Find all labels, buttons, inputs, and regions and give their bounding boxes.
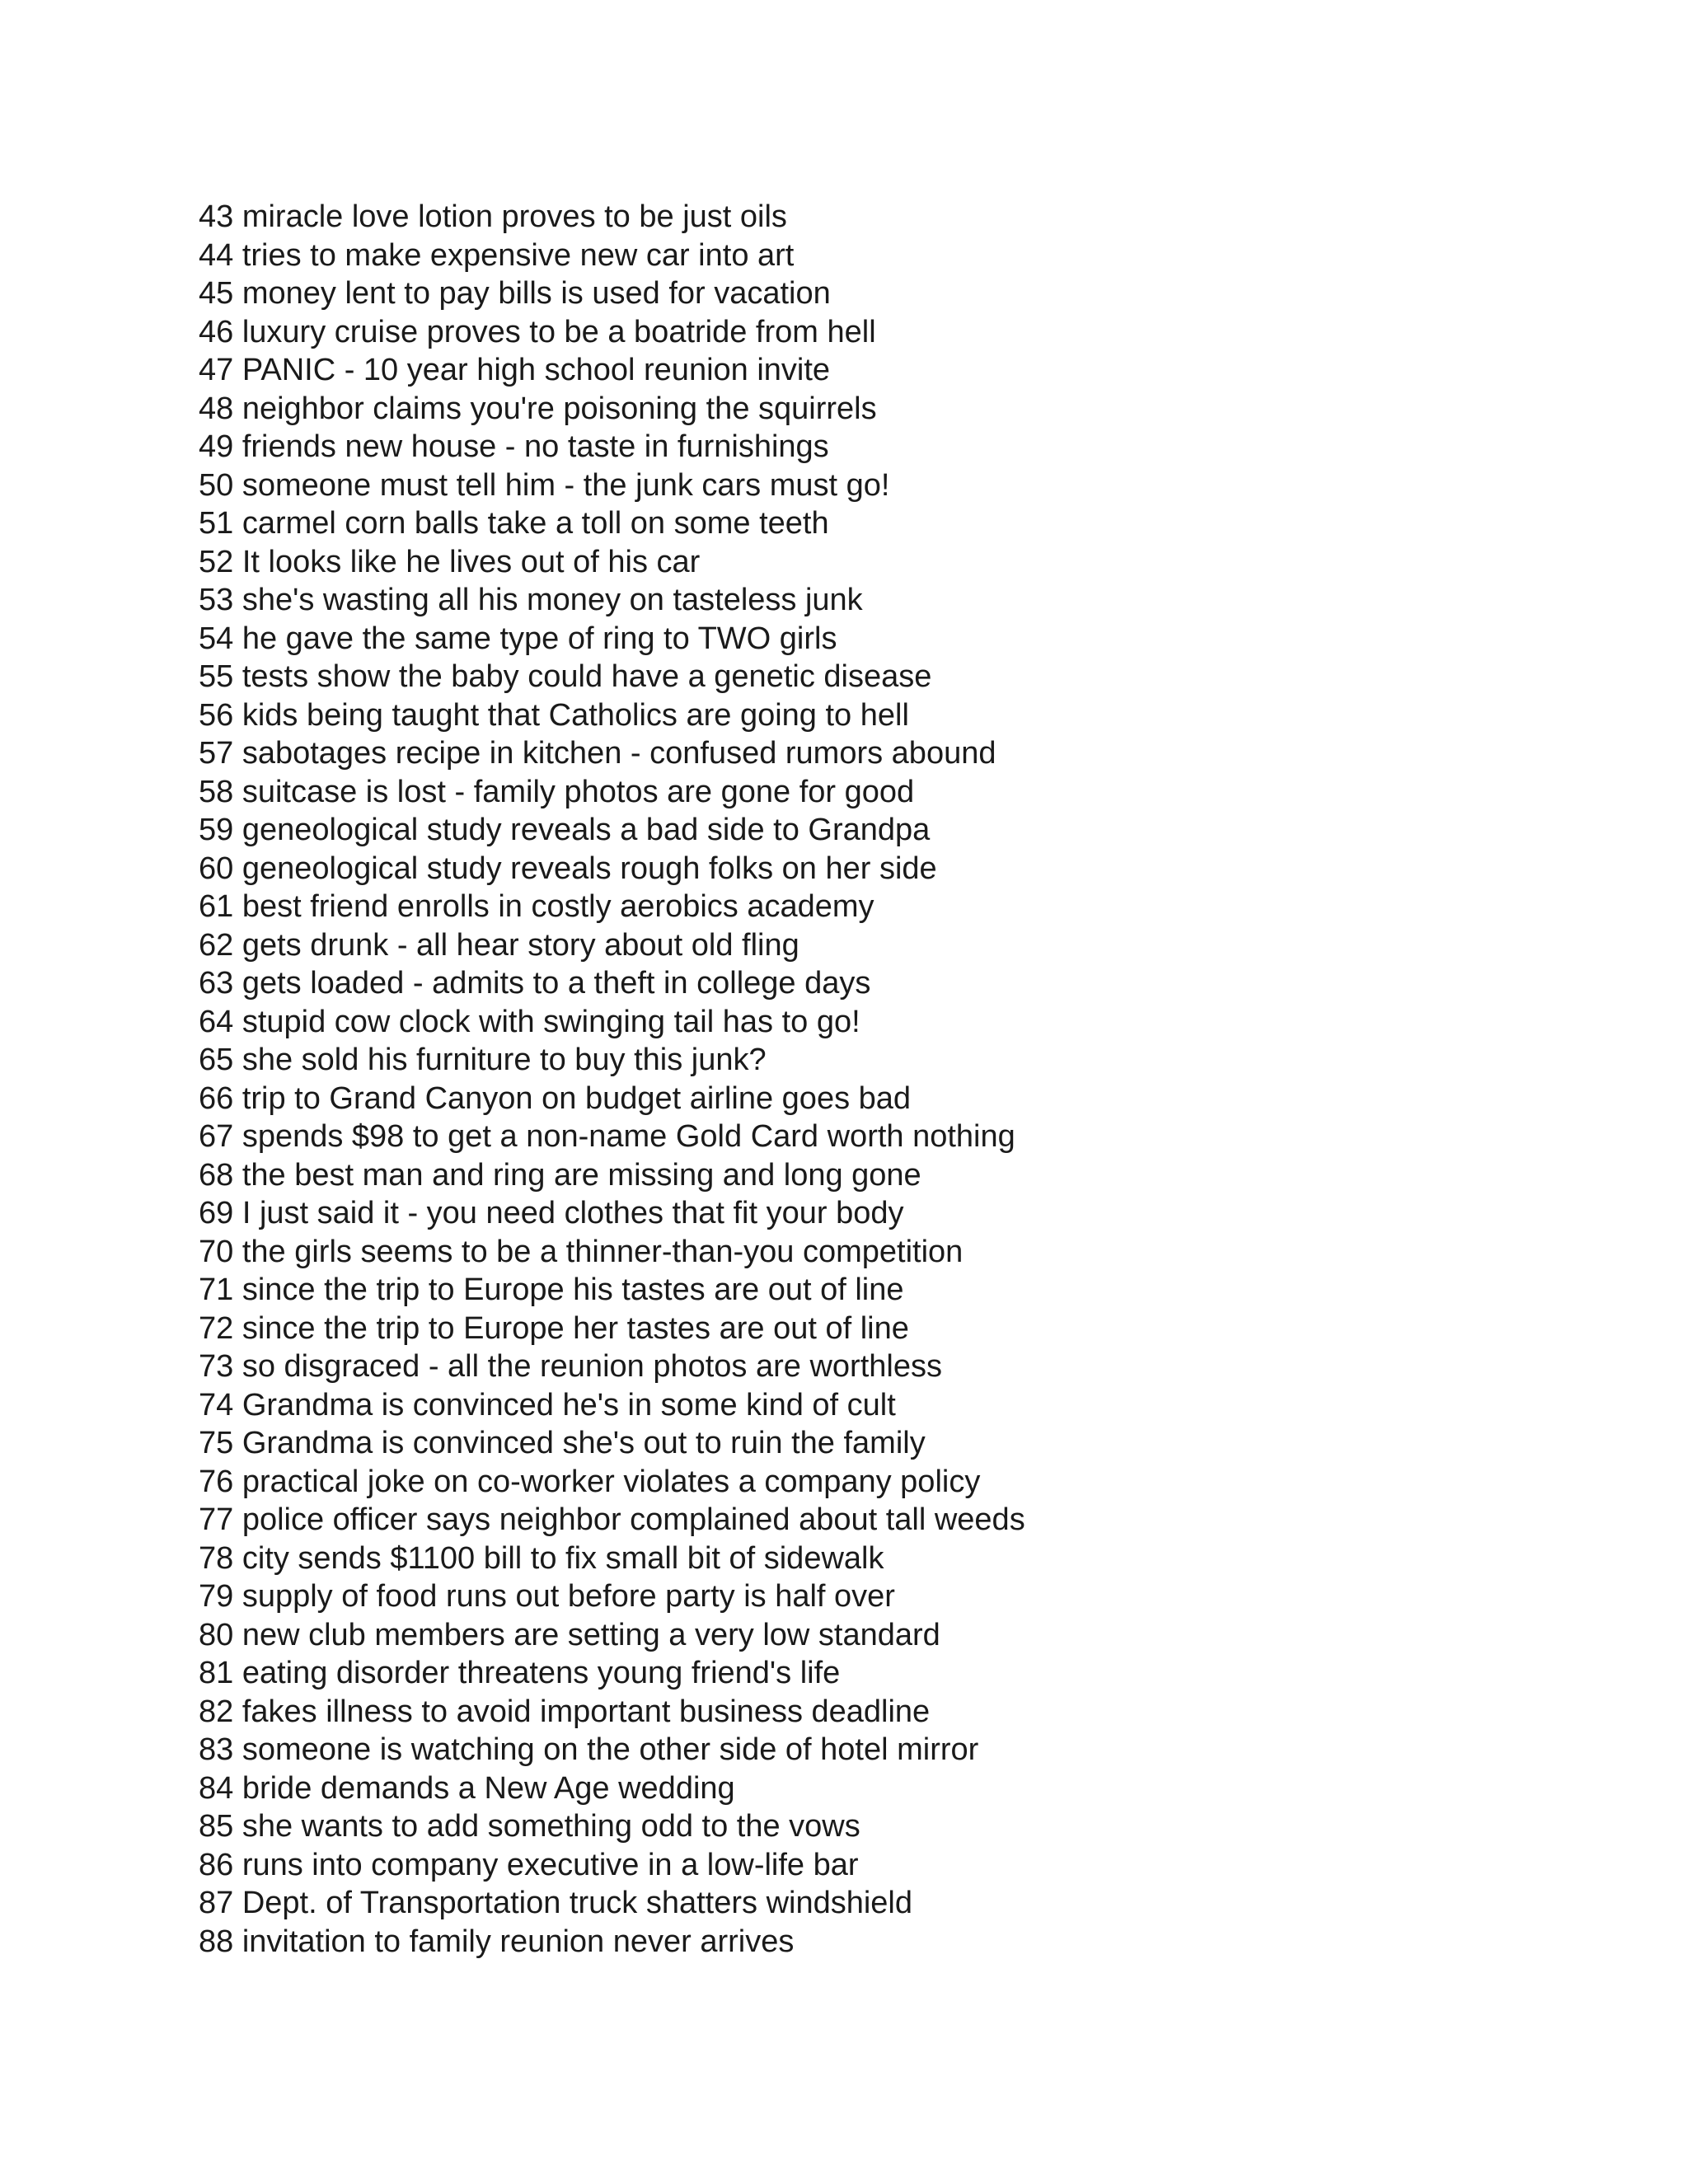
list-item: 70 the girls seems to be a thinner-than-you competition (199, 1234, 964, 1269)
list-item: 63 gets loaded - admits to a theft in college days (199, 966, 871, 1001)
list-item: 46 luxury cruise proves to be a boatride from hell (199, 314, 876, 349)
list-item: 86 runs into company executive in a low-life bar (199, 1847, 859, 1882)
list-item: 66 trip to Grand Canyon on budget airline goes bad (199, 1080, 912, 1116)
list-item: 85 she wants to add something odd to the vows (199, 1809, 860, 1844)
list-item: 56 kids being taught that Catholics are going to hell (199, 697, 909, 733)
list-item: 43 miracle love lotion proves to be just oils (199, 199, 787, 234)
list-item: 72 since the trip to Europe her tastes are out of line (199, 1310, 909, 1346)
list-item: 75 Grandma is convinced she's out to ruin the family (199, 1426, 926, 1460)
list-item: 51 carmel corn balls take a toll on some teeth (199, 506, 829, 541)
list-item: 52 It looks like he lives out of his car (199, 544, 701, 579)
list-item: 57 sabotages recipe in kitchen - confused rumors abound (199, 736, 996, 771)
list-item: 65 she sold his furniture to buy this junk? (199, 1043, 767, 1077)
list-item: 54 he gave the same type of ring to TWO girls (199, 621, 837, 656)
list-item: 44 tries to make expensive new car into art (199, 237, 795, 273)
list-item: 77 police officer says neighbor complained about tall weeds (199, 1502, 1025, 1537)
list-item: 74 Grandma is convinced he's in some kind of cult (199, 1387, 896, 1422)
list-item: 59 geneological study reveals a bad side to Grandpa (199, 813, 931, 847)
list-item: 61 best friend enrolls in costly aerobics academy (199, 889, 874, 924)
list-item: 64 stupid cow clock with swinging tail has to go! (199, 1004, 860, 1039)
list-item: 71 since the trip to Europe his tastes are out of line (199, 1272, 904, 1307)
list-item: 76 practical joke on co-worker violates a company policy (199, 1464, 981, 1499)
list-item: 81 eating disorder threatens young friend's life (199, 1656, 841, 1690)
list-item: 49 friends new house - no taste in furnishings (199, 429, 829, 464)
list-item: 55 tests show the baby could have a genetic disease (199, 659, 932, 694)
list-item: 80 new club members are setting a very low standard (199, 1617, 940, 1652)
list-item: 50 someone must tell him - the junk cars must go! (199, 467, 890, 503)
numbered-list (199, 198, 1025, 1961)
list-item: 62 gets drunk - all hear story about old fling (199, 927, 799, 963)
list-item: 53 she's wasting all his money on tasteless junk (199, 583, 863, 617)
list-item: 60 geneological study reveals rough folks on her side (199, 851, 937, 886)
list-item: 48 neighbor claims you're poisoning the squirrels (199, 391, 877, 426)
list-item: 67 spends $98 to get a non-name Gold Card worth nothing (199, 1119, 1015, 1154)
list-item: 84 bride demands a New Age wedding (199, 1770, 735, 1806)
list-item: 79 supply of food runs out before party is half over (199, 1579, 895, 1614)
list-item: 68 the best man and ring are missing and long gone (199, 1157, 921, 1193)
list-item: 58 suitcase is lost - family photos are gone for good (199, 774, 915, 809)
list-item: 82 fakes illness to avoid important business deadline (199, 1694, 931, 1729)
list-item: 87 Dept. of Transportation truck shatters windshield (199, 1886, 913, 1920)
list-item: 73 so disgraced - all the reunion photos are worthless (199, 1349, 942, 1384)
list-item: 78 city sends $1100 bill to fix small bit of sidewalk (199, 1540, 884, 1576)
list-item: 83 someone is watching on the other side of hotel mirror (199, 1732, 979, 1767)
list-item: 47 PANIC - 10 year high school reunion invite (199, 353, 831, 387)
list-item: 88 invitation to family reunion never arrives (199, 1924, 795, 1959)
list-item: 45 money lent to pay bills is used for vacation (199, 276, 831, 311)
list-item: 69 I just said it - you need clothes that fit your body (199, 1196, 904, 1230)
